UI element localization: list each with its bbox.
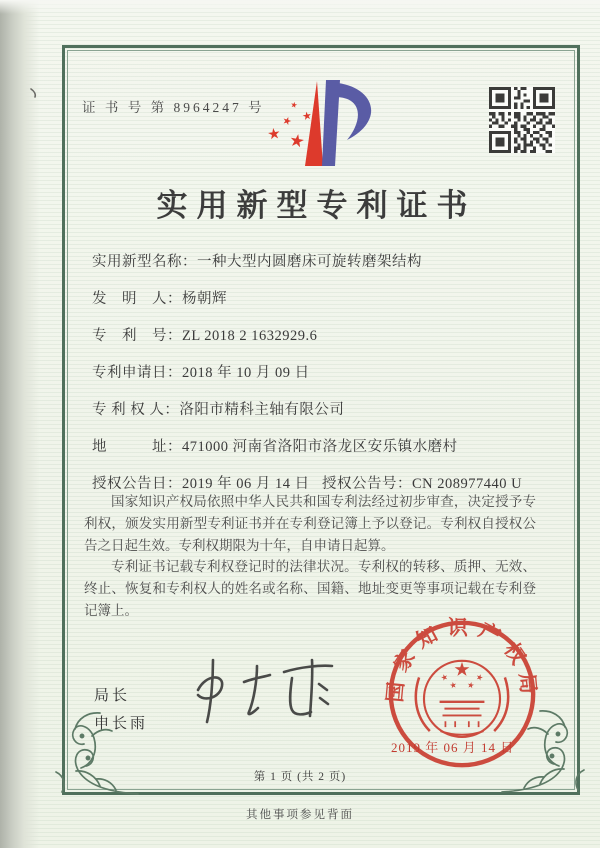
corner-flourish-bottom-left-icon [48, 706, 140, 798]
field-value: 一种大型内圆磨床可旋转磨架结构 [197, 254, 422, 270]
legal-paragraph-2: 专利证书记载专利权登记时的法律状况。专利权的转移、质押、无效、终止、恢复和专利权人的姓名或名称、国籍、地址变更等事项记载在专利登记簿上。 [84, 559, 536, 618]
field-row-grant [92, 472, 542, 493]
field-label: 专 利 号： [92, 328, 182, 344]
certificate-title: 实用新型专利证书 [156, 188, 477, 223]
field-label: 发 明 人： [92, 291, 182, 307]
field-label: 地 址： [92, 439, 182, 455]
field-label: 实用新型名称： [92, 254, 197, 270]
qr-code [489, 87, 555, 153]
field-value: 杨朝辉 [182, 291, 227, 307]
legal-text-block [84, 491, 536, 622]
field-row-address [92, 435, 542, 456]
seal-date: 2019 年 06 月 14 日 [391, 740, 515, 755]
page-number: 第 1 页 (共 2 页) [253, 771, 347, 783]
field-grant-number-group [322, 472, 522, 493]
legal-paragraph-1: 国家知识产权局依照中华人民共和国专利法经过初步审查，决定授予专利权，颁发实用新型专利证书并在专利登记簿上予以登记。专利权自授权公告之日起生效。专利权期限为十年，自申请日起算。 [84, 494, 536, 553]
scanned-page-left-shadow [0, 0, 40, 848]
field-label-grant-date: 授权公告日： [92, 476, 182, 492]
cnipa-logo-icon [260, 76, 390, 176]
field-row-inventor [92, 287, 542, 308]
field-value-grant-number: CN 208977440 U [412, 476, 523, 492]
field-value-grant-date: 2019 年 06 月 14 日 [182, 476, 310, 492]
scan-artifact-mark [28, 86, 42, 100]
director-title: 局长 [94, 687, 131, 704]
field-label-grant-number: 授权公告号： [322, 476, 412, 492]
certificate-number: 证 书 号 第 8964247 号 [82, 100, 265, 115]
scanned-page-top-highlight [0, 0, 600, 14]
field-row-filing-date [92, 361, 542, 382]
field-label: 专 利 权 人： [92, 402, 180, 418]
field-value: 2018 年 10 月 09 日 [182, 365, 310, 381]
director-name: 申长雨 [94, 715, 149, 732]
seal-ring-text: 国家知识产权局 [384, 617, 540, 704]
field-value: 471000 河南省洛阳市洛龙区安乐镇水磨村 [182, 439, 458, 455]
director-signature-handwriting-icon [172, 652, 357, 734]
field-value: 洛阳市精科主轴有限公司 [179, 402, 345, 418]
field-row-invention-name [92, 250, 542, 271]
field-label: 专利申请日： [92, 365, 182, 381]
field-row-patent-number [92, 324, 542, 345]
field-row-patentee [92, 398, 542, 419]
field-value: ZL 2018 2 1632929.6 [182, 328, 318, 344]
back-side-note: 其他事项参见背面 [246, 809, 354, 821]
